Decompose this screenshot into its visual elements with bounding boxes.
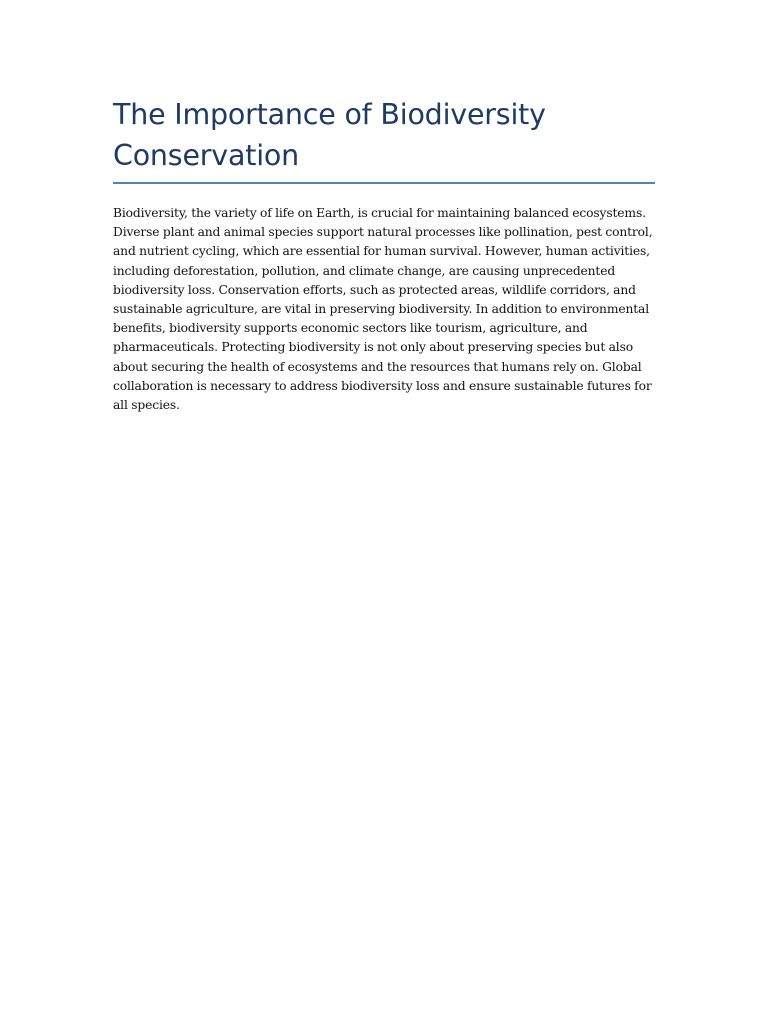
document-content xyxy=(113,94,655,415)
title-divider xyxy=(113,182,655,184)
body-paragraph: Biodiversity, the variety of life on Earth, is crucial for maintaining balanced ecosystems. Diverse plant and animal species support natural processes like pollination, pest control, and nutrient cycling, which are essential for human survival. However, human activities, including deforestation, pollution, and climate change, are causing unprecedented biodiversity loss. Conservation efforts, such as protected areas, wildlife corridors, and sustainable agriculture, are vital in preserving biodiversity. In addition to environmental benefits, biodiversity supports economic sectors like tourism, agriculture, and pharmaceuticals. Protecting biodiversity is not only about preserving species but also about securing the health of ecosystems and the resources that humans rely on. Global collaboration is necessary to address biodiversity loss and ensure sustainable futures for all species. xyxy=(113,206,653,413)
document-title: The Importance of Biodiversity Conservation xyxy=(113,98,546,172)
